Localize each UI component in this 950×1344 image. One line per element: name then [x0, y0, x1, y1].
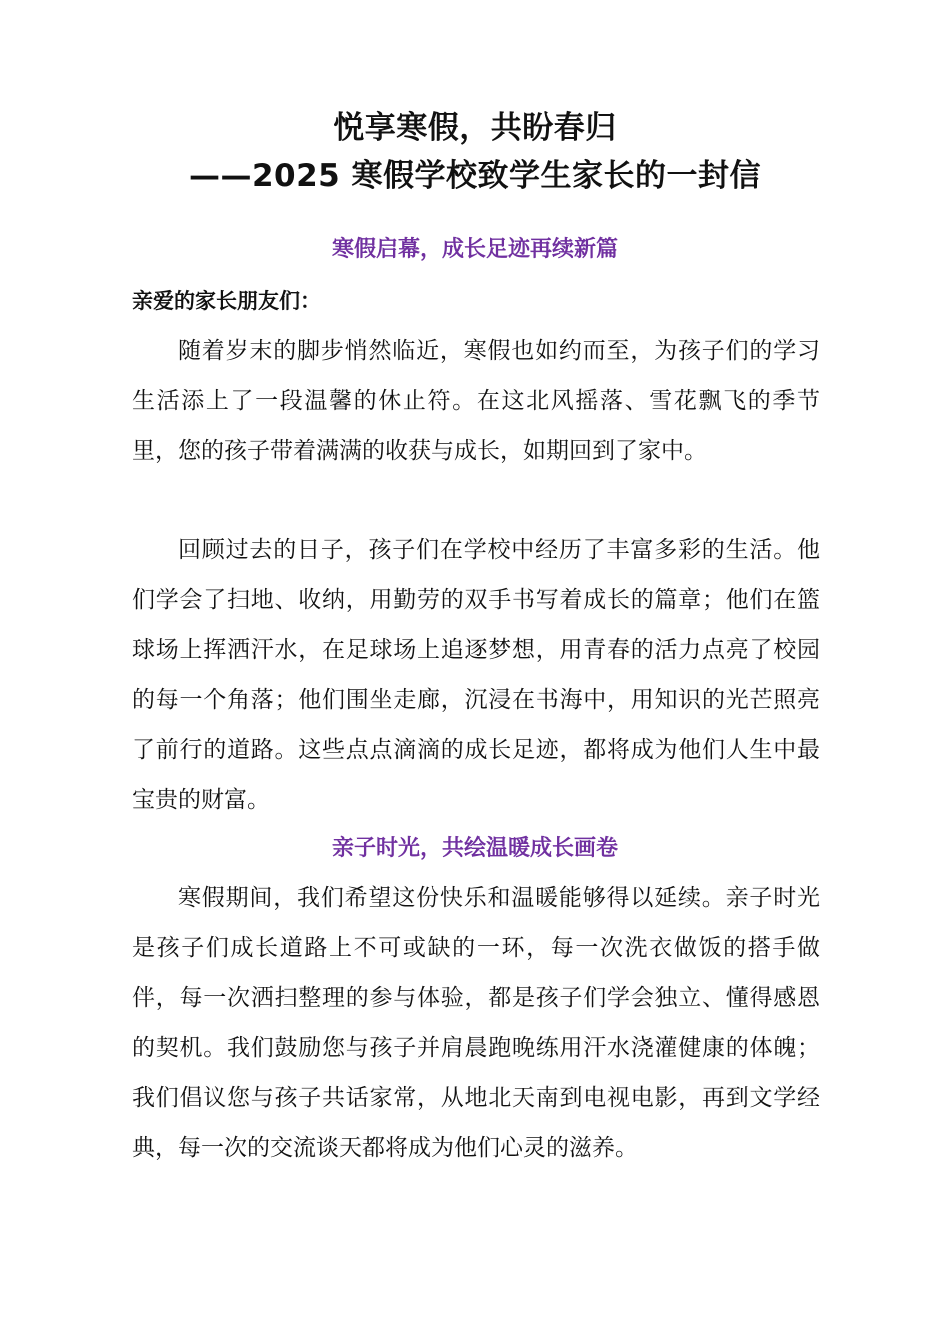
section-heading: 寒假启幕，成长足迹再续新篇: [331, 237, 618, 262]
section-heading: 亲子时光，共绘温暖成长画卷: [331, 836, 618, 861]
document-title: 悦享寒假，共盼春归: [333, 110, 617, 146]
document-subtitle: ——2025 寒假学校致学生家长的一封信: [188, 158, 762, 194]
paragraph: 回顾过去的日子，孩子们在学校中经历了丰富多彩的生活。他们学会了扫地、收纳，用勤劳的双手书写着成长的篇章；他们在篮球场上挥洒汗水，在足球场上追逐梦想，用青春的活力点亮了校园的每一个角落；他们围坐走廊，沉浸在书海中，用知识的光芒照亮了前行的道路。这些点点滴滴的成长足迹，都将成为他们人生中最宝贵的财富。: [132, 537, 820, 813]
paragraph: 寒假期间，我们希望这份快乐和温暖能够得以延续。亲子时光是孩子们成长道路上不可或缺的一环，每一次洗衣做饭的搭手做伴，每一次洒扫整理的参与体验，都是孩子们学会独立、懂得感恩的契机。我们鼓励您与孩子并肩晨跑晚练用汗水浇灌健康的体魄；我们倡议您与孩子共话家常，从地北天南到电视电影，再到文学经典，每一次的交流谈天都将成为他们心灵的滋养。: [132, 885, 820, 1161]
paragraph: 随着岁末的脚步悄然临近，寒假也如约而至，为孩子们的学习生活添上了一段温馨的休止符。在这北风摇落、雪花飘飞的季节里，您的孩子带着满满的收获与成长，如期回到了家中。: [132, 338, 820, 464]
salutation: 亲爱的家长朋友们：: [132, 289, 321, 313]
